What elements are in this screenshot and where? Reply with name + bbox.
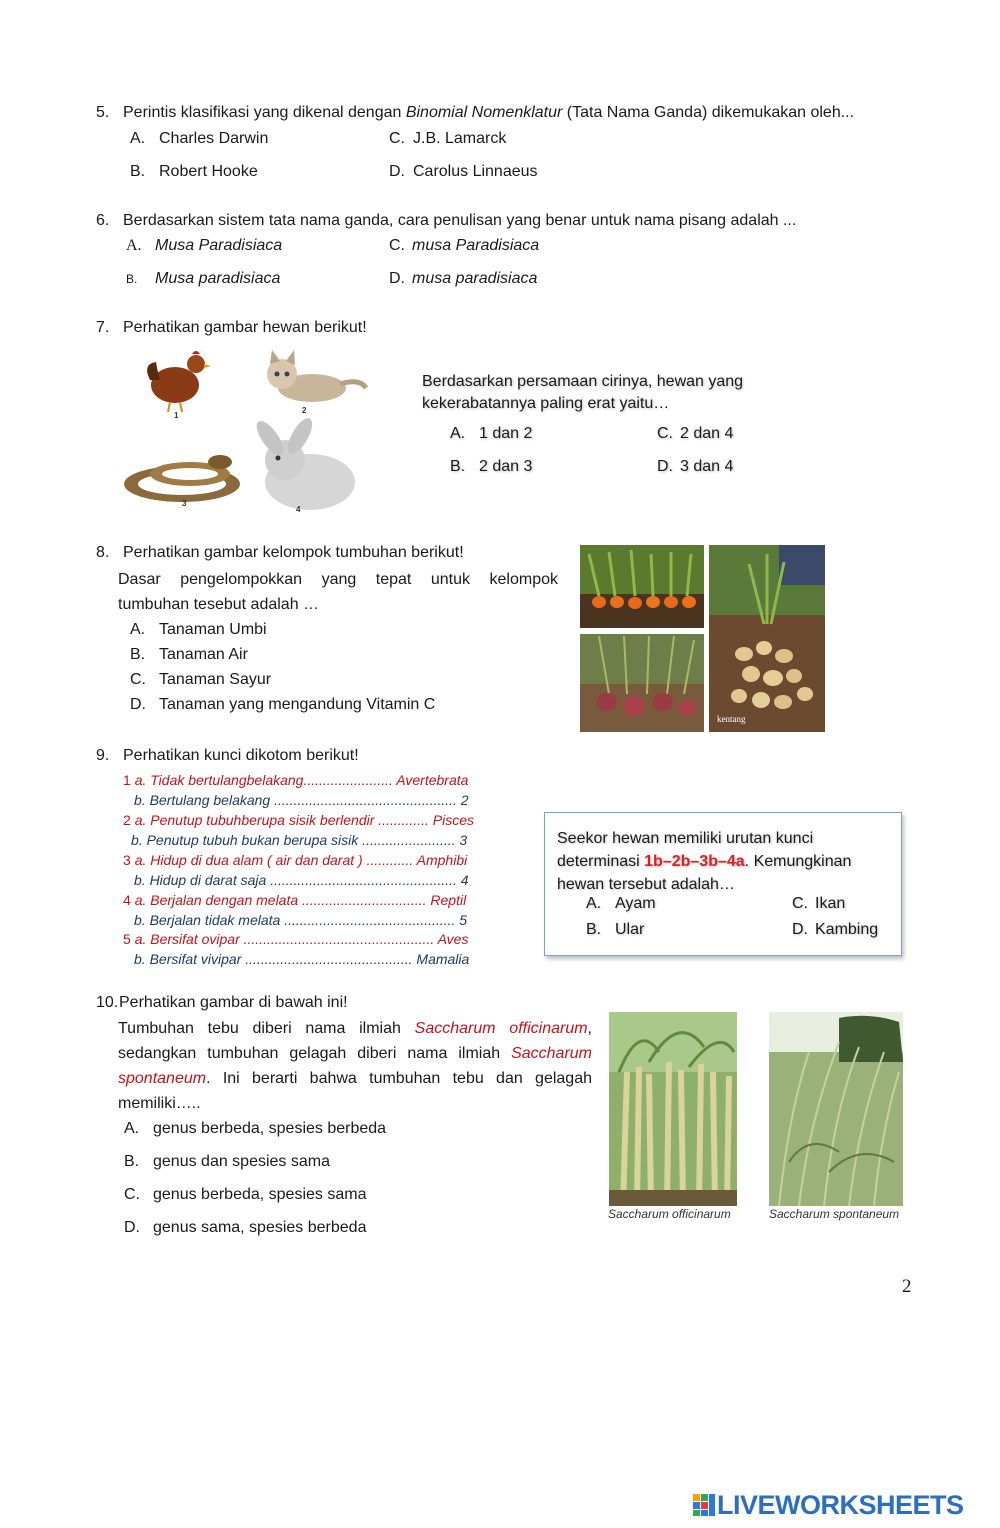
q9-option-b[interactable]: B. Ular	[586, 921, 645, 938]
animal-label-2: 2	[302, 406, 307, 415]
plant-photos	[579, 544, 827, 734]
q9-box-text: Seekor hewan memiliki urutan kunci determinasi 1b–2b–3b–4a. Kemungkinan hewan tersebut adalah…	[557, 830, 852, 893]
q5-option-a[interactable]: A. Charles Darwin	[130, 130, 269, 147]
question-5: 5. Perintis klasifikasi yang dikenal dengan Binomial Nomenklatur (Tata Nama Ganda) dikemukakan oleh...	[96, 104, 855, 121]
q7-option-d[interactable]: D. 3 dan 4	[657, 458, 734, 475]
q6-option-a[interactable]: A. Musa Paradisiaca	[126, 237, 283, 254]
q6-option-c[interactable]: C. musa Paradisiaca	[389, 237, 540, 254]
shallot-photo	[580, 634, 704, 732]
q8-option-d[interactable]: D. Tanaman yang mengandung Vitamin C	[130, 696, 436, 713]
q7-option-a[interactable]: A. 1 dan 2	[450, 425, 533, 442]
key-line-5a: 5 a. Bersifat ovipar ................................................. Aves	[123, 931, 469, 947]
q10-option-d[interactable]: D. genus sama, spesies berbeda	[124, 1219, 367, 1236]
q10-para-line1: Tumbuhan tebu diberi nama ilmiah Saccharum officinarum,	[118, 1020, 592, 1037]
q8-description-line1: Dasar pengelompokkan yang tepat untuk kelompok	[118, 571, 558, 588]
q9-option-a[interactable]: A. Ayam	[586, 895, 656, 912]
q10-option-a[interactable]: A. genus berbeda, spesies berbeda	[124, 1120, 387, 1137]
caption-saccharum-officinarum: Saccharum officinarum	[608, 1207, 731, 1221]
q9-option-d[interactable]: D. Kambing	[792, 921, 879, 938]
q10-para-line2: sedangkan tumbuhan gelagah diberi nama ilmiah Saccharum	[118, 1045, 592, 1062]
key-line-5b: b. Bersifat vivipar ........................................... Mamalia	[134, 951, 470, 967]
page-number: 2	[902, 1276, 912, 1297]
question-10: 10.Perhatikan gambar di bawah ini!	[96, 994, 348, 1011]
potato-photo	[709, 545, 825, 732]
key-line-4a: 4 a. Berjalan dengan melata ................................ Reptil	[123, 892, 467, 908]
animal-label-3: 3	[182, 499, 187, 508]
potato-label: kentang	[717, 714, 746, 724]
wild-sugarcane-photo	[769, 1012, 903, 1206]
key-line-3a: 3 a. Hidup di dua alam ( air dan darat ) ............ Amphibi	[123, 852, 468, 868]
snake-picture	[124, 455, 240, 508]
rabbit-picture	[252, 415, 355, 514]
q10-option-b[interactable]: B. genus dan spesies sama	[124, 1153, 330, 1170]
q9-question-box	[544, 812, 902, 956]
q5-option-b[interactable]: B. Robert Hooke	[130, 163, 258, 180]
animal-pictures	[120, 340, 380, 518]
q8-option-b[interactable]: B. Tanaman Air	[130, 646, 248, 663]
q7-prompt: Berdasarkan persamaan cirinya, hewan yang kekerabatannya paling erat yaitu…	[422, 373, 744, 412]
q10-para-line4: memiliki…..	[118, 1095, 201, 1112]
chicken-picture	[147, 351, 211, 420]
key-line-2a: 2 a. Penutup tubuhberupa sisik berlendir ............. Pisces	[123, 812, 474, 828]
cat-picture	[267, 350, 366, 415]
question-6: 6. Berdasarkan sistem tata nama ganda, cara penulisan yang benar untuk nama pisang adalah ...	[96, 212, 797, 229]
key-line-2b: b. Penutup tubuh bukan berupa sisik ........................ 3	[131, 832, 468, 848]
q8-option-c[interactable]: C. Tanaman Sayur	[130, 671, 272, 688]
q5-option-c[interactable]: C. J.B. Lamarck	[389, 130, 507, 147]
key-line-3b: b. Hidup di darat saja ................................................ 4	[134, 872, 469, 888]
sugarcane-photos	[609, 1012, 903, 1206]
q5-option-d[interactable]: D. Carolus Linnaeus	[389, 163, 538, 180]
animal-label-4: 4	[296, 505, 301, 514]
q7-option-b[interactable]: B. 2 dan 3	[450, 458, 533, 475]
liveworksheets-icon	[693, 1494, 715, 1516]
carrot-photo	[580, 545, 704, 628]
q10-option-c[interactable]: C. genus berbeda, spesies sama	[124, 1186, 367, 1203]
question-9: 9. Perhatikan kunci dikotom berikut!	[96, 747, 359, 764]
q6-option-b[interactable]: B. Musa paradisiaca	[126, 270, 281, 287]
liveworksheets-logo[interactable]	[693, 1490, 964, 1520]
q8-option-a[interactable]: A. Tanaman Umbi	[130, 621, 267, 638]
q10-para-line3: spontaneum. Ini berarti bahwa tumbuhan tebu dan gelagah	[118, 1070, 592, 1087]
key-line-1b: b. Bertulang belakang ............................................... 2	[134, 792, 469, 808]
q6-option-d[interactable]: D. musa paradisiaca	[389, 270, 538, 287]
caption-saccharum-spontaneum: Saccharum spontaneum	[769, 1207, 900, 1221]
key-line-1a: 1 a. Tidak bertulangbelakang....................... Avertebrata	[123, 772, 469, 788]
question-7: 7. Perhatikan gambar hewan berikut!	[96, 319, 367, 336]
q9-option-c[interactable]: C. Ikan	[792, 895, 846, 912]
question-8: 8. Perhatikan gambar kelompok tumbuhan berikut!	[96, 544, 464, 561]
key-line-4b: b. Berjalan tidak melata ............................................ 5	[134, 912, 468, 928]
brand-name: LIVEWORKSHEETS	[717, 1489, 964, 1520]
determination-code: 1b–2b–3b–4a	[644, 853, 745, 870]
sugarcane-photo	[609, 1012, 737, 1206]
animal-label-1: 1	[174, 411, 179, 420]
q8-description-line2: tumbuhan tesebut adalah …	[118, 596, 320, 613]
q7-option-c[interactable]: C. 2 dan 4	[657, 425, 734, 442]
